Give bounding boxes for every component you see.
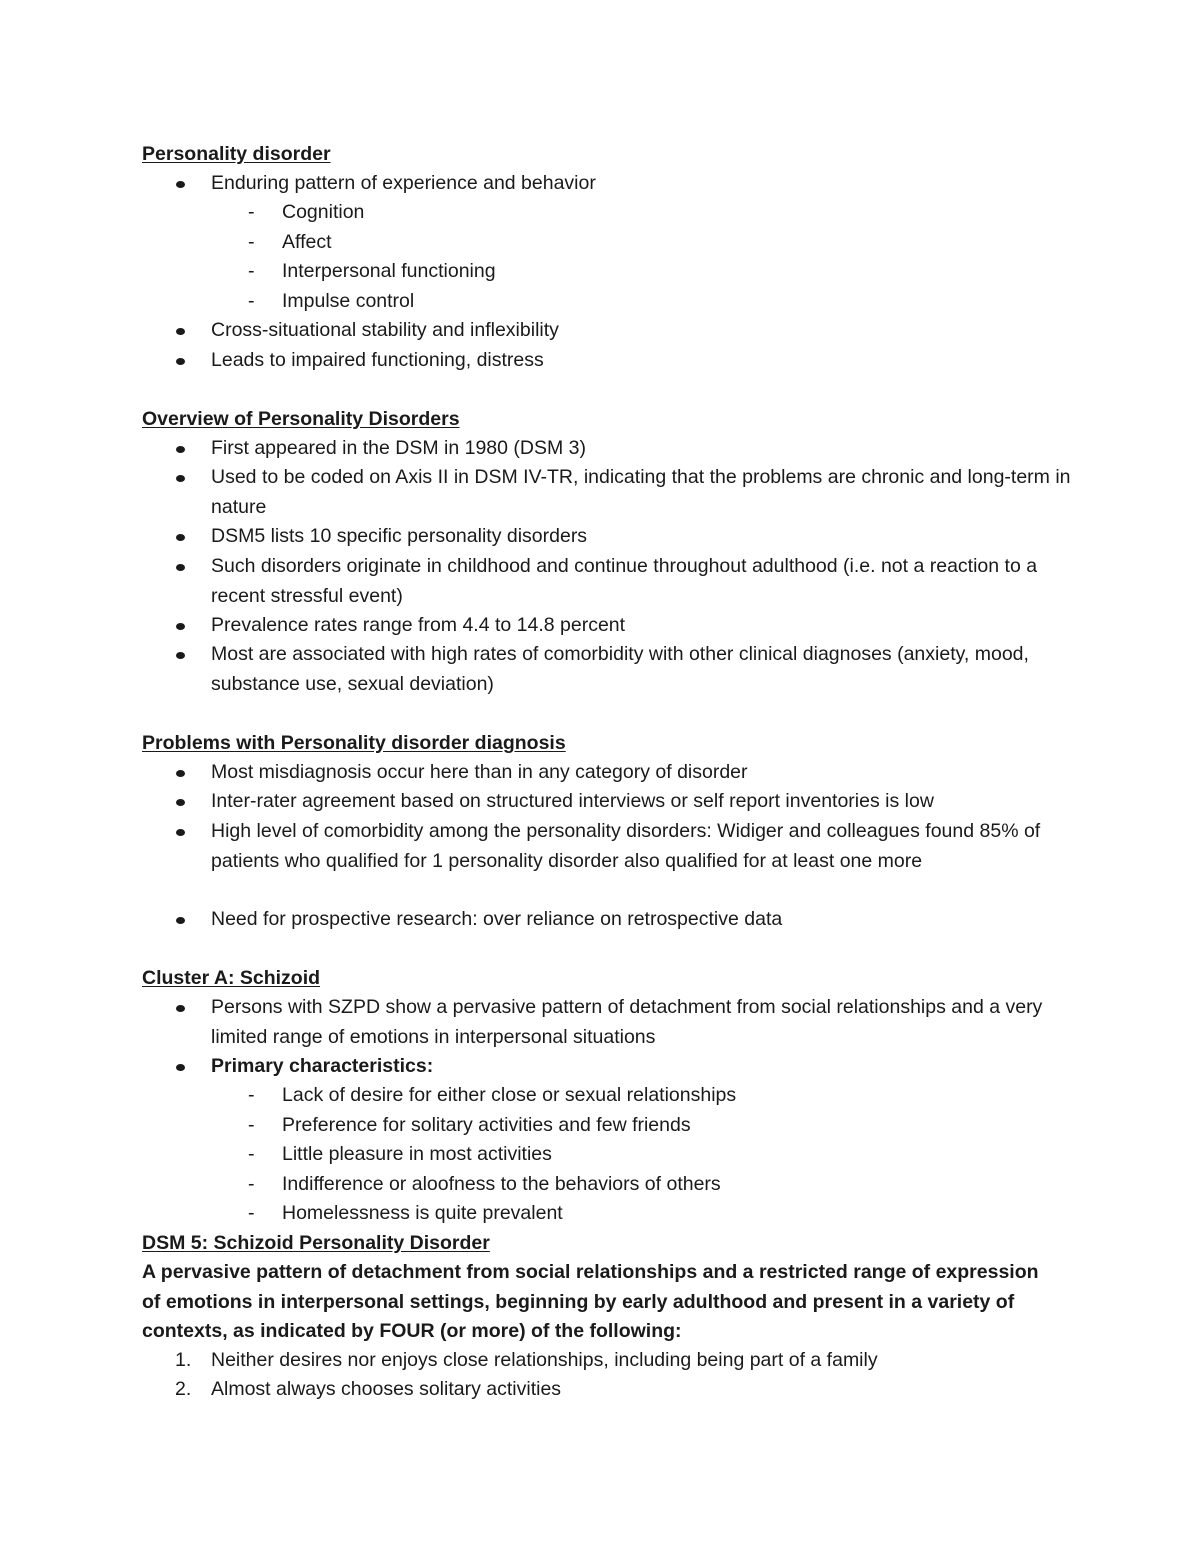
sub-item: - Little pleasure in most activities [282,1140,552,1170]
bullet-item: Most misdiagnosis occur here than in any category of disorder [211,758,1071,788]
bullet-dot-icon [176,564,185,571]
dash-marker: - [248,1143,255,1165]
number-marker: 2. [175,1378,192,1400]
bullet-dot-icon [176,1005,185,1012]
diagnostic-criteria-paragraph: A pervasive pattern of detachment from social relationships and a restricted range of expression of emotions in interpersonal settings, beginning by early adulthood and present in a variety of contexts, as indicated by FOUR (or more) of the following: [142,1261,1039,1343]
section-title-cluster-a: Cluster A: Schizoid [142,967,321,989]
dash-marker: - [248,1202,255,1224]
sub-item: - Interpersonal functioning [282,257,496,287]
bullet-item: Leads to impaired functioning, distress [211,346,1071,376]
bullet-item: Inter-rater agreement based on structured interviews or self report inventories is low [211,787,1071,817]
dash-marker: - [248,290,255,312]
section-title-overview: Overview of Personality Disorders [142,408,460,430]
sub-item: - Indifference or aloofness to the behaviors of others [282,1170,721,1200]
bullet-dot-icon [176,446,185,453]
numbered-item: 1. Neither desires nor enjoys close relationships, including being part of a family [211,1346,878,1376]
bullet-item: Such disorders originate in childhood and continue throughout adulthood (i.e. not a reaction to a recent stressful event) [211,552,1071,611]
section-title-dsm5-schizoid: DSM 5: Schizoid Personality Disorder [142,1232,490,1254]
bullet-item: First appeared in the DSM in 1980 (DSM 3) [211,434,1071,464]
bullet-dot-icon [176,328,185,335]
bullet-item: DSM5 lists 10 specific personality disorders [211,522,1071,552]
sub-item: - Affect [282,228,332,258]
bullet-dot-icon [176,623,185,630]
bullet-item: Used to be coded on Axis II in DSM IV-TR, indicating that the problems are chronic and long-term in nature [211,463,1071,522]
bullet-dot-icon [176,829,185,836]
bullet-dot-icon [176,1064,185,1071]
bullet-dot-icon [176,652,185,659]
bullet-item: Persons with SZPD show a pervasive pattern of detachment from social relationships and a very limited range of emotions in interpersonal situations [211,993,1071,1052]
number-marker: 1. [175,1349,192,1371]
bullet-item: High level of comorbidity among the personality disorders: Widiger and colleagues found 85% of patients who qualified for 1 personality disorder also qualified for at least one more [211,817,1071,876]
bullet-item-primary-characteristics: Primary characteristics: [211,1052,1071,1082]
bullet-dot-icon [176,534,185,541]
bullet-dot-icon [176,917,185,924]
numbered-item: 2. Almost always chooses solitary activities [211,1375,561,1405]
dash-marker: - [248,260,255,282]
dash-marker: - [248,231,255,253]
bullet-dot-icon [176,475,185,482]
bullet-dot-icon [176,799,185,806]
dash-marker: - [248,1114,255,1136]
bullet-item: Cross-situational stability and inflexibility [211,316,1071,346]
bullet-item: Prevalence rates range from 4.4 to 14.8 percent [211,611,1071,641]
section-title-personality-disorder: Personality disorder [142,143,331,165]
bullet-item: Enduring pattern of experience and behavior [211,169,1071,199]
dash-marker: - [248,1173,255,1195]
bullet-item: Need for prospective research: over reliance on retrospective data [211,905,1071,935]
sub-item: - Lack of desire for either close or sexual relationships [282,1081,736,1111]
bullet-dot-icon [176,358,185,365]
sub-item: - Homelessness is quite prevalent [282,1199,563,1229]
bullet-dot-icon [176,770,185,777]
dash-marker: - [248,201,255,223]
bullet-dot-icon [176,181,185,188]
sub-item: - Cognition [282,198,364,228]
sub-item: - Preference for solitary activities and few friends [282,1111,691,1141]
dash-marker: - [248,1084,255,1106]
sub-item: - Impulse control [282,287,414,317]
section-title-problems: Problems with Personality disorder diagnosis [142,732,566,754]
bullet-item: Most are associated with high rates of comorbidity with other clinical diagnoses (anxiety, mood, substance use, sexual deviation) [211,640,1071,699]
